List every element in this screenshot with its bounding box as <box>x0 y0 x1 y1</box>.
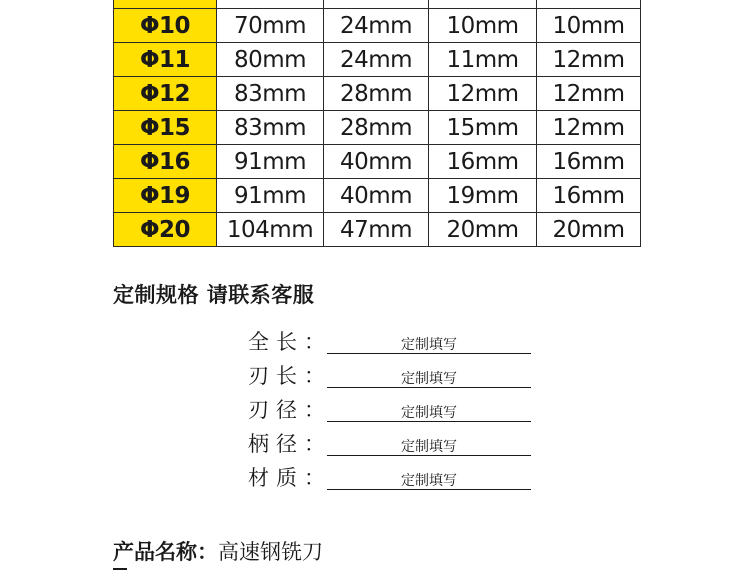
diameter-cell <box>114 0 217 9</box>
custom-field-row <box>248 394 548 428</box>
cut-off-text-fragment <box>113 568 127 575</box>
spec-cell: 10mm <box>429 9 537 43</box>
spec-cell: 80mm <box>217 43 324 77</box>
spec-row <box>114 179 641 213</box>
spec-row <box>114 0 641 9</box>
spec-cell <box>324 0 429 9</box>
spec-row <box>114 145 641 179</box>
field-value: 定制填写 <box>401 337 457 353</box>
spec-cell: 11mm <box>429 43 537 77</box>
diameter-cell: Φ19 <box>114 179 217 213</box>
spec-cell: 104mm <box>217 213 324 247</box>
field-value: 定制填写 <box>401 439 457 455</box>
diameter-cell: Φ15 <box>114 111 217 145</box>
spec-cell <box>537 0 641 9</box>
spec-row <box>114 43 641 77</box>
diameter-cell: Φ10 <box>114 9 217 43</box>
product-name-label: 产品名称： <box>113 540 218 564</box>
spec-cell: 70mm <box>217 9 324 43</box>
diameter-cell: Φ20 <box>114 213 217 247</box>
spec-cell: 12mm <box>537 43 641 77</box>
product-name-line <box>113 536 323 566</box>
spec-row <box>114 213 641 247</box>
spec-cell <box>429 0 537 9</box>
custom-field-row <box>248 462 548 496</box>
custom-spec-form <box>248 326 548 496</box>
spec-cell: 19mm <box>429 179 537 213</box>
spec-cell: 91mm <box>217 179 324 213</box>
spec-cell: 10mm <box>537 9 641 43</box>
spec-cell: 12mm <box>537 77 641 111</box>
spec-cell: 16mm <box>537 145 641 179</box>
custom-field-row <box>248 326 548 360</box>
custom-spec-heading: 定制规格 请联系客服 <box>113 283 315 307</box>
spec-cell: 16mm <box>537 179 641 213</box>
spec-cell: 47mm <box>324 213 429 247</box>
spec-cell: 20mm <box>537 213 641 247</box>
spec-table <box>113 0 641 247</box>
field-value: 定制填写 <box>401 371 457 387</box>
spec-row <box>114 111 641 145</box>
spec-cell: 12mm <box>429 77 537 111</box>
spec-cell: 20mm <box>429 213 537 247</box>
field-label: 柄径： <box>248 432 332 456</box>
spec-cell: 40mm <box>324 179 429 213</box>
field-value: 定制填写 <box>401 473 457 489</box>
spec-row <box>114 77 641 111</box>
field-value: 定制填写 <box>401 405 457 421</box>
spec-cell: 16mm <box>429 145 537 179</box>
spec-cell: 24mm <box>324 43 429 77</box>
spec-cell: 24mm <box>324 9 429 43</box>
spec-row <box>114 9 641 43</box>
diameter-cell: Φ16 <box>114 145 217 179</box>
field-label: 刃长： <box>248 364 332 388</box>
spec-cell: 12mm <box>537 111 641 145</box>
diameter-cell: Φ12 <box>114 77 217 111</box>
diameter-cell: Φ11 <box>114 43 217 77</box>
custom-field-row <box>248 360 548 394</box>
spec-cell: 91mm <box>217 145 324 179</box>
spec-cell: 40mm <box>324 145 429 179</box>
spec-cell: 15mm <box>429 111 537 145</box>
product-name-value: 高速钢铣刀 <box>218 540 323 564</box>
field-label: 全长： <box>248 330 332 354</box>
spec-cell <box>217 0 324 9</box>
spec-cell: 83mm <box>217 111 324 145</box>
spec-cell: 28mm <box>324 77 429 111</box>
spec-cell: 28mm <box>324 111 429 145</box>
field-label: 材质： <box>248 466 332 490</box>
custom-field-row <box>248 428 548 462</box>
field-label: 刃径： <box>248 398 332 422</box>
spec-cell: 83mm <box>217 77 324 111</box>
